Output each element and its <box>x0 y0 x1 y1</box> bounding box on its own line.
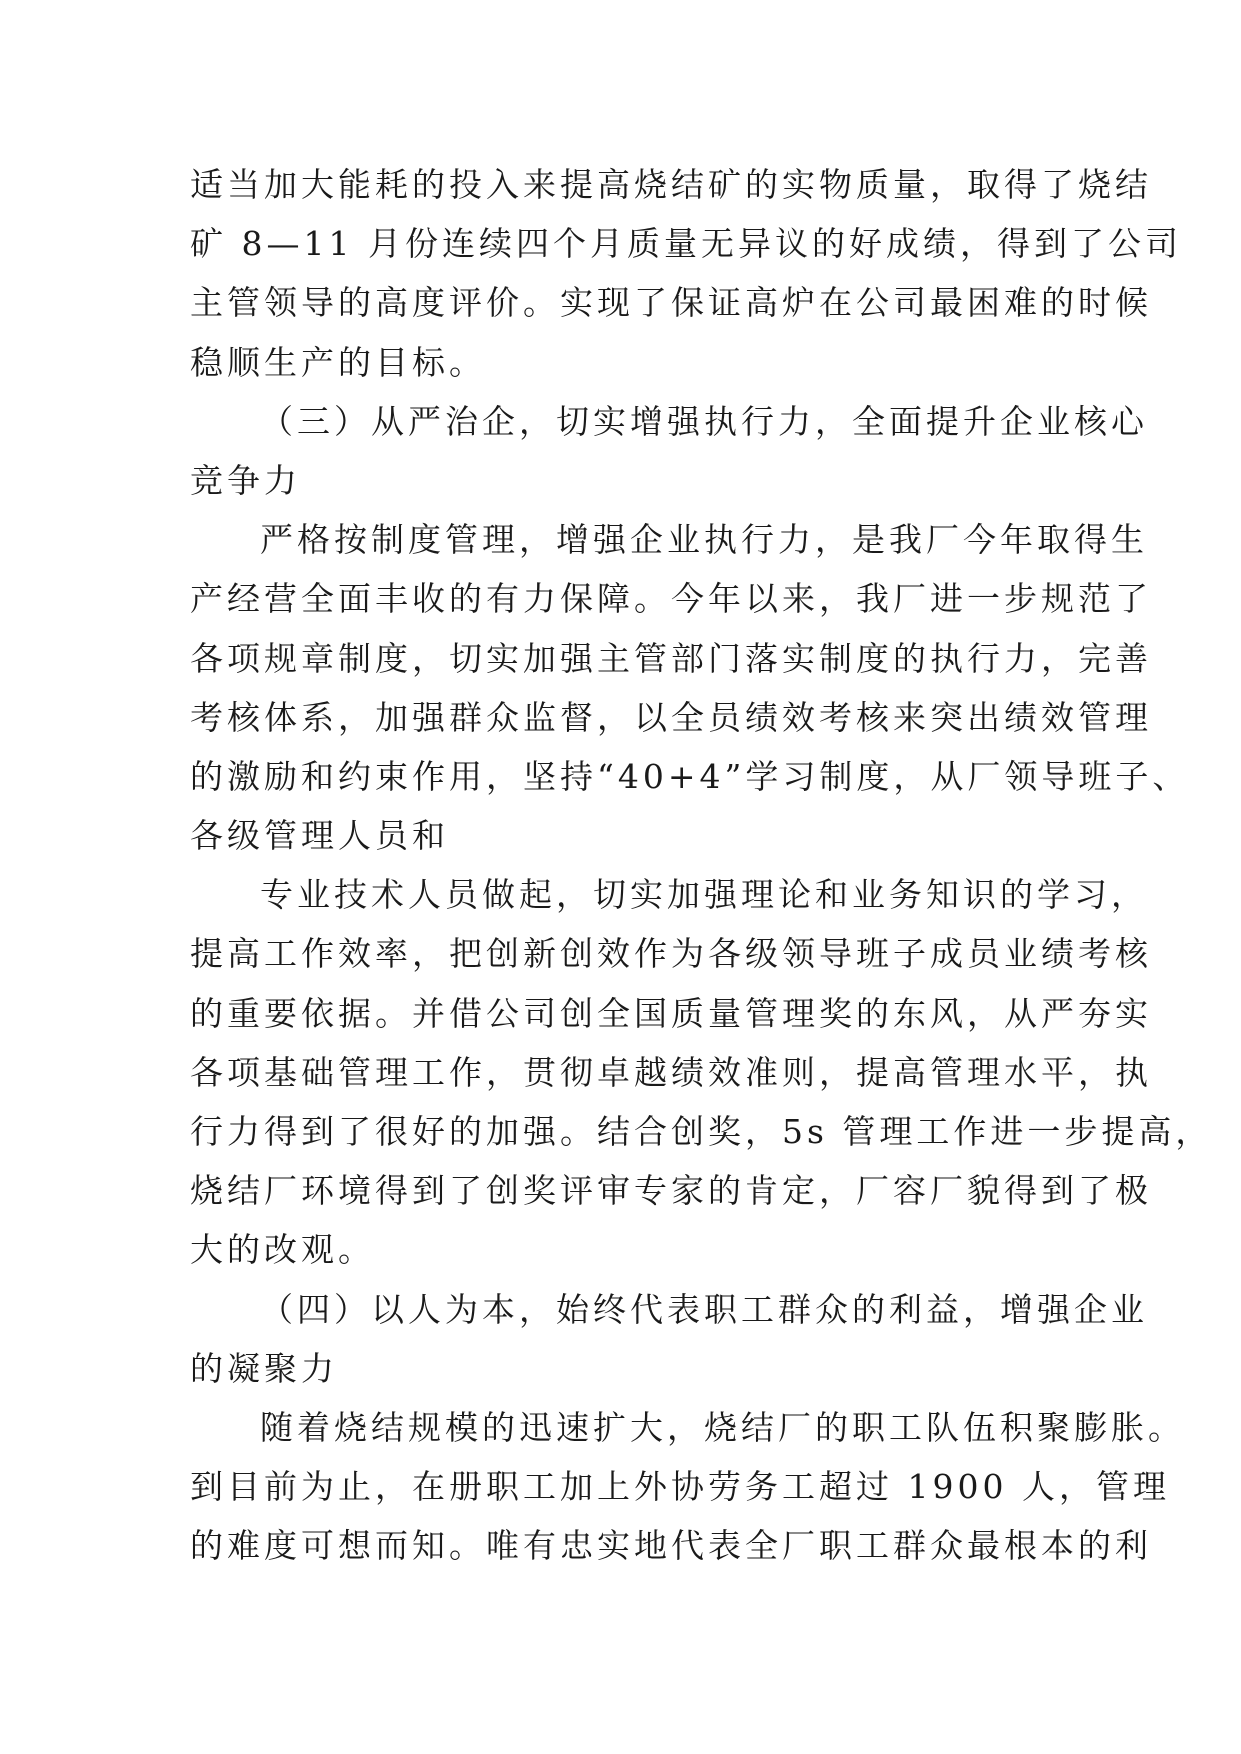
text-line: 提高工作效率，把创新创效作为各级领导班子成员业绩考核 <box>190 934 1152 974</box>
body-text <box>190 155 1213 1576</box>
text-line: 的凝聚力 <box>190 1348 338 1388</box>
text-line: 产经营全面丰收的有力保障。今年以来，我厂进一步规范了 <box>190 579 1152 619</box>
text-line: 行力得到了很好的加强。结合创奖，5s 管理工作进一步提高， <box>190 1112 1213 1151</box>
text-line: 的重要依据。并借公司创全国质量管理奖的东风，从严夯实 <box>190 993 1152 1033</box>
text-line: 竞争力 <box>190 460 301 500</box>
text-line: （四）以人为本，始终代表职工群众的利益，增强企业 <box>260 1289 1148 1329</box>
text-line: 随着烧结规模的迅速扩大，烧结厂的职工队伍积聚膨胀。 <box>260 1407 1185 1447</box>
text-line: 各项规章制度，切实加强主管部门落实制度的执行力，完善 <box>190 638 1152 678</box>
text-line: 烧结厂环境得到了创奖评审专家的肯定，厂容厂貌得到了极 <box>190 1171 1152 1211</box>
text-line: 的激励和约束作用，坚持“40+4”学习制度，从厂领导班子、 <box>190 756 1190 796</box>
text-line: 严格按制度管理，增强企业执行力，是我厂今年取得生 <box>260 520 1148 560</box>
text-line: 大的改观。 <box>190 1230 375 1270</box>
text-line: （三）从严治企，切实增强执行力，全面提升企业核心 <box>260 401 1148 441</box>
text-line: 的难度可想而知。唯有忠实地代表全厂职工群众最根本的利 <box>190 1526 1152 1566</box>
text-line: 适当加大能耗的投入来提高烧结矿的实物质量，取得了烧结 <box>190 165 1152 204</box>
text-line: 各级管理人员和 <box>190 816 449 856</box>
text-line: 主管领导的高度评价。实现了保证高炉在公司最困难的时候 <box>190 283 1152 323</box>
text-line: 稳顺生产的目标。 <box>190 342 486 382</box>
text-line: 矿 8—11 月份连续四个月质量无异议的好成绩，得到了公司 <box>190 224 1182 264</box>
text-line: 到目前为止，在册职工加上外协劳务工超过 1900 人，管理 <box>190 1467 1170 1507</box>
text-line: 考核体系，加强群众监督，以全员绩效考核来突出绩效管理 <box>190 697 1152 737</box>
text-line: 专业技术人员做起，切实加强理论和业务知识的学习， <box>260 875 1148 915</box>
text-line: 各项基础管理工作，贯彻卓越绩效准则，提高管理水平，执 <box>190 1052 1152 1092</box>
